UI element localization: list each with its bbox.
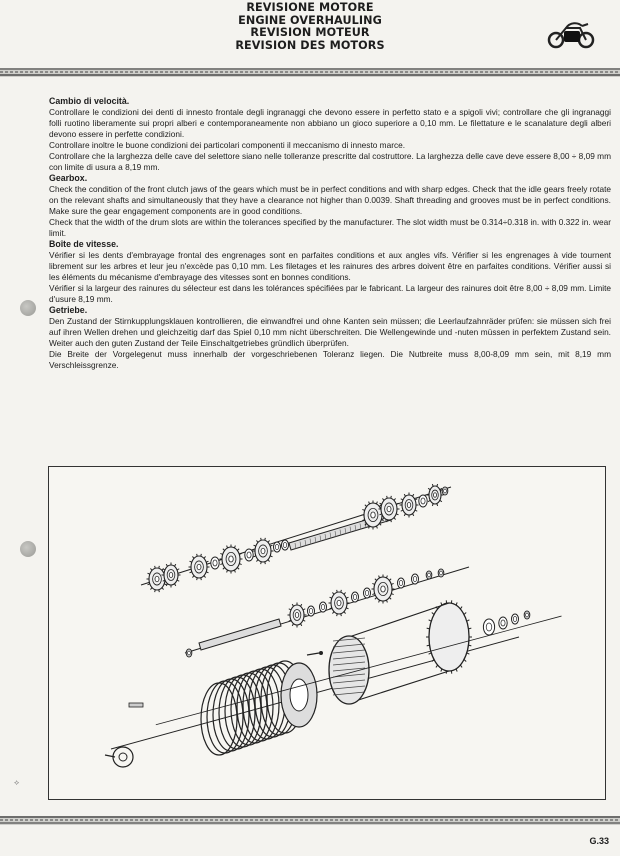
drum-tooth (441, 669, 442, 672)
washer (442, 487, 448, 495)
gear-tooth (206, 572, 208, 573)
drum-tooth (467, 653, 470, 654)
gear-tooth (237, 567, 239, 569)
drum-tooth (467, 620, 470, 621)
gear-tooth (372, 594, 374, 595)
gear-tooth (190, 572, 192, 573)
gear-tooth (162, 588, 164, 590)
page-header (0, 0, 620, 62)
washer (274, 542, 281, 552)
gear-tooth (220, 553, 222, 554)
gear-tooth (387, 520, 388, 522)
gear-tooth (389, 579, 391, 581)
gear-tooth (197, 554, 198, 556)
drum-tooth (427, 628, 430, 629)
gear-tooth (155, 566, 156, 568)
section-heading: Boîte de vitesse. (49, 239, 119, 250)
gear-tooth (301, 624, 302, 626)
washer (412, 574, 419, 584)
guide-line (156, 616, 562, 725)
gear-tooth (190, 561, 192, 562)
paragraph: Controllare inoltre le buone condizioni dei particolari componenti il meccanismo di innesto marce. (49, 140, 406, 151)
section-heading: Getriebe. (49, 305, 88, 316)
gear-tooth (396, 514, 398, 515)
gear-tooth (268, 560, 270, 562)
drum-tooth (456, 602, 457, 605)
gear-bore (434, 493, 437, 498)
washer (245, 549, 253, 561)
title-french: REVISION MOTEUR (250, 26, 370, 40)
clutch-drum (429, 603, 469, 671)
gear-tooth (256, 560, 258, 562)
title-german: REVISION DES MOTORS (235, 38, 385, 52)
gear-tooth (413, 514, 414, 516)
paragraph: Check that the width of the drum slots are within the tolerances specified by the manufacturer. The slot width must be 0.314÷0.318 in. with 0.322 in. wear limit. (49, 217, 611, 239)
washer (512, 614, 519, 624)
title-english: ENGINE OVERHAULING (238, 13, 382, 27)
shaft (199, 619, 281, 650)
washer (524, 611, 530, 619)
gear-tooth (432, 484, 433, 486)
washer (308, 606, 315, 616)
gear-tooth (223, 549, 225, 551)
gear-bore (387, 506, 391, 512)
washer (364, 588, 371, 598)
washer (499, 617, 507, 629)
gear-tooth (428, 488, 430, 489)
binder-hole (20, 541, 36, 557)
gear-tooth (155, 590, 156, 592)
gear-tooth (265, 562, 266, 564)
gear-tooth (150, 568, 152, 570)
gear-tooth (391, 496, 392, 498)
gear-tooth (401, 510, 403, 511)
drum-tooth (429, 620, 432, 621)
drum-tooth (460, 607, 462, 609)
gear-tooth (166, 584, 167, 586)
binder-hole (20, 300, 36, 316)
paragraph: Controllare che la larghezza delle cave del selettore siano nelle tolleranze prescritte dal costruttore. La larghezza delle cave deve essere 8,00 ÷ 8,09 mm con limite di usura a 8,19 mm. (49, 151, 611, 173)
gear-tooth (234, 546, 235, 548)
exploded-view-drawing (49, 467, 605, 799)
gear-tooth (256, 540, 258, 542)
gear-tooth (265, 538, 266, 540)
gear-tooth (346, 597, 348, 598)
gear-tooth (177, 580, 179, 581)
washer (186, 649, 192, 657)
gearbox-exploded-diagram (48, 466, 606, 800)
title-italian: REVISIONE MOTORE (246, 1, 374, 14)
gear-tooth (372, 583, 374, 584)
gear-tooth (344, 592, 346, 594)
gear-tooth (175, 584, 176, 586)
gear-bore (261, 548, 265, 554)
gear-tooth (413, 494, 414, 496)
gear-tooth (201, 578, 202, 580)
footer-rule (0, 816, 620, 825)
gear-tooth (164, 584, 166, 585)
drum-tooth (456, 669, 457, 672)
gear-tooth (394, 518, 396, 520)
gear-tooth (346, 608, 348, 609)
gear-tooth (223, 567, 225, 569)
gear-tooth (391, 583, 393, 584)
gear-tooth (227, 546, 228, 548)
gear-tooth (369, 502, 370, 504)
paragraph: Den Zustand der Stirnkupplungsklauen kontrollieren, die einwandfrei und ohne Kanten sein müssen; die Leerlaufzahnräder prüfen: sie müssen sich frei auf ihren Wellen drehen und gleichzeitig darf das Spiel 0,10 mm nicht überschreiten. Die Wellengewinde und -nuten müssen in perfektem Zustand sein. Weiter auch den guten Zustand der Teile Einschaltgetriebes gründlich überprüfen. (49, 316, 611, 349)
margin-mark: ⟡ (14, 778, 20, 787)
gear-tooth (192, 556, 194, 558)
gear-tooth (204, 576, 206, 578)
gear-tooth (292, 604, 293, 606)
paragraph: Check the condition of the front clutch jaws of the gears which must be in perfect conditions and with sharp edges. Check that the idle gears freely rotate on the relevant shafts and simultaneously that they have a clearance not higher than 0.0039. Shaft threading and grooves must be in perfect conditions. Make sure the gear engagement components are in good conditions. (49, 184, 611, 217)
gear-tooth (365, 505, 367, 507)
pushrod-end (319, 651, 323, 655)
gear-tooth (362, 509, 364, 510)
gear-tooth (148, 584, 150, 585)
gear-tooth (270, 545, 272, 546)
procedure-text (49, 96, 611, 371)
gear-tooth (303, 609, 305, 610)
gear-tooth (303, 620, 305, 621)
gear-tooth (301, 604, 302, 606)
gear-tooth (386, 600, 387, 602)
washer (211, 557, 219, 569)
gear-tooth (337, 614, 338, 616)
gear-bore (295, 613, 299, 618)
header-rule (0, 68, 620, 77)
gear-tooth (220, 564, 222, 565)
gear-tooth (428, 500, 430, 501)
drum-tooth (468, 645, 471, 646)
washer (398, 578, 405, 588)
gear-tooth (237, 549, 239, 551)
drum-tooth (436, 665, 438, 667)
gear-tooth (254, 545, 256, 546)
gear-tooth (337, 590, 338, 592)
gear-bore (371, 512, 376, 518)
drum-tooth (429, 653, 432, 654)
washer (352, 592, 359, 602)
gear-tooth (391, 594, 393, 595)
gear-tooth (391, 520, 392, 522)
gear-tooth (401, 499, 403, 500)
washer (438, 569, 444, 577)
page-number: G.33 (589, 836, 609, 846)
gear-tooth (387, 496, 388, 498)
gear-tooth (394, 498, 396, 500)
washer (426, 571, 432, 579)
gear-bore (197, 564, 201, 570)
gear-tooth (332, 592, 334, 594)
gear-tooth (204, 556, 206, 558)
washer (419, 495, 427, 507)
gear-tooth (330, 597, 332, 598)
gear-tooth (268, 540, 270, 542)
washer (483, 619, 494, 635)
drum-tooth (432, 612, 434, 614)
drum-tooth (427, 645, 430, 646)
title-block (190, 2, 430, 52)
gear-tooth (270, 556, 272, 557)
gear-tooth (341, 590, 342, 592)
drum-tooth (468, 628, 471, 629)
gear-tooth (254, 556, 256, 557)
gear-tooth (437, 484, 438, 486)
gear-bore (337, 600, 341, 606)
gear-tooth (292, 624, 293, 626)
gear-tooth (379, 523, 381, 525)
gear-tooth (175, 564, 176, 566)
gear-tooth (159, 566, 160, 568)
gear-bore (169, 573, 173, 578)
paragraph: Vérifier si la largeur des rainures du sélecteur est dans les tolérances spécifiées par le fabricant. La largeur des rainures doit être 8,00 ÷ 8,09 mm. Limite d'usure 8,19 mm. (49, 283, 611, 305)
gear-tooth (159, 590, 160, 592)
gear-tooth (440, 500, 442, 501)
gear-tooth (432, 504, 433, 506)
gear-bore (407, 503, 411, 508)
gear-tooth (380, 503, 382, 504)
gear-bore (155, 576, 159, 582)
washer (320, 602, 327, 612)
gear-tooth (234, 570, 235, 572)
gear-tooth (379, 600, 380, 602)
drum-tooth (441, 602, 442, 605)
pressure-plate-hub (290, 679, 308, 711)
drum-tooth (464, 612, 466, 614)
gear-tooth (206, 561, 208, 562)
gear-bore (229, 556, 234, 562)
gear-tooth (344, 612, 346, 614)
gear-tooth (389, 597, 391, 599)
gear-tooth (382, 498, 384, 500)
gear-tooth (177, 569, 179, 570)
paragraph: Die Breite der Vorgelegenut muss innerhalb der vorgeschriebenen Toleranz liegen. Die Nutbreite muss 8,00-8,09 mm sein, mit 8,19 mm Verschleissgrenze. (49, 349, 611, 371)
gear-tooth (332, 612, 334, 614)
gear-tooth (201, 554, 202, 556)
pin (129, 703, 143, 707)
gear-tooth (227, 570, 228, 572)
gear-tooth (289, 609, 291, 610)
gear-tooth (192, 576, 194, 578)
gear-tooth (404, 494, 405, 496)
gear-tooth (379, 576, 380, 578)
gear-tooth (376, 502, 377, 504)
gear-tooth (437, 504, 438, 506)
gear-tooth (261, 562, 262, 564)
gear-tooth (197, 578, 198, 580)
gear-tooth (415, 499, 417, 500)
paragraph: Controllare le condizioni dei denti di innesto frontale degli ingranaggi che devono essere in perfetto stato e a spigoli vivi; controllare che gli ingranaggi folli ruotino liberamente sui propri alberi e contemporaneamente non abbiano un gioco superiore a 0,10 mm. Le filettature e le scanalature degli alberi devono essere in perfette condizioni. (49, 107, 611, 140)
section-heading: Cambio di velocità. (49, 96, 130, 106)
gear-tooth (375, 579, 377, 581)
gear-tooth (376, 526, 377, 528)
paragraph: Vérifier si les dents d'embrayage frontal des engrenages sont en parfaites conditions et aux angles vifs. Vérifier si les engrenages à vide tournent librement sur les arbres et leur jeu n'excède pas 0,10 mm. Les filetages et les rainures des arbres doivent être en parfaites conditions. Vérifier aussi si les éléments du mécanisme d'embrayage des vitesses sont en bonnes conditions. (49, 250, 611, 283)
gear-tooth (415, 510, 417, 511)
gear-tooth (150, 588, 152, 590)
gear-tooth (386, 576, 387, 578)
gear-tooth (166, 564, 167, 566)
spring-cap (113, 747, 133, 767)
drum-tooth (464, 660, 466, 662)
motorcycle-engine-icon (546, 16, 596, 50)
gear-tooth (261, 538, 262, 540)
drum-tooth (460, 665, 462, 667)
gear-tooth (375, 597, 377, 599)
gear-bore (381, 586, 386, 592)
gear-tooth (148, 573, 150, 574)
gear-tooth (404, 514, 405, 516)
section-heading: Gearbox. (49, 173, 88, 184)
gear-tooth (163, 569, 165, 570)
gear-tooth (239, 564, 241, 565)
gear-tooth (341, 614, 342, 616)
pushrod (307, 653, 319, 655)
washer (282, 540, 289, 550)
spring-cap-hole (119, 753, 127, 761)
